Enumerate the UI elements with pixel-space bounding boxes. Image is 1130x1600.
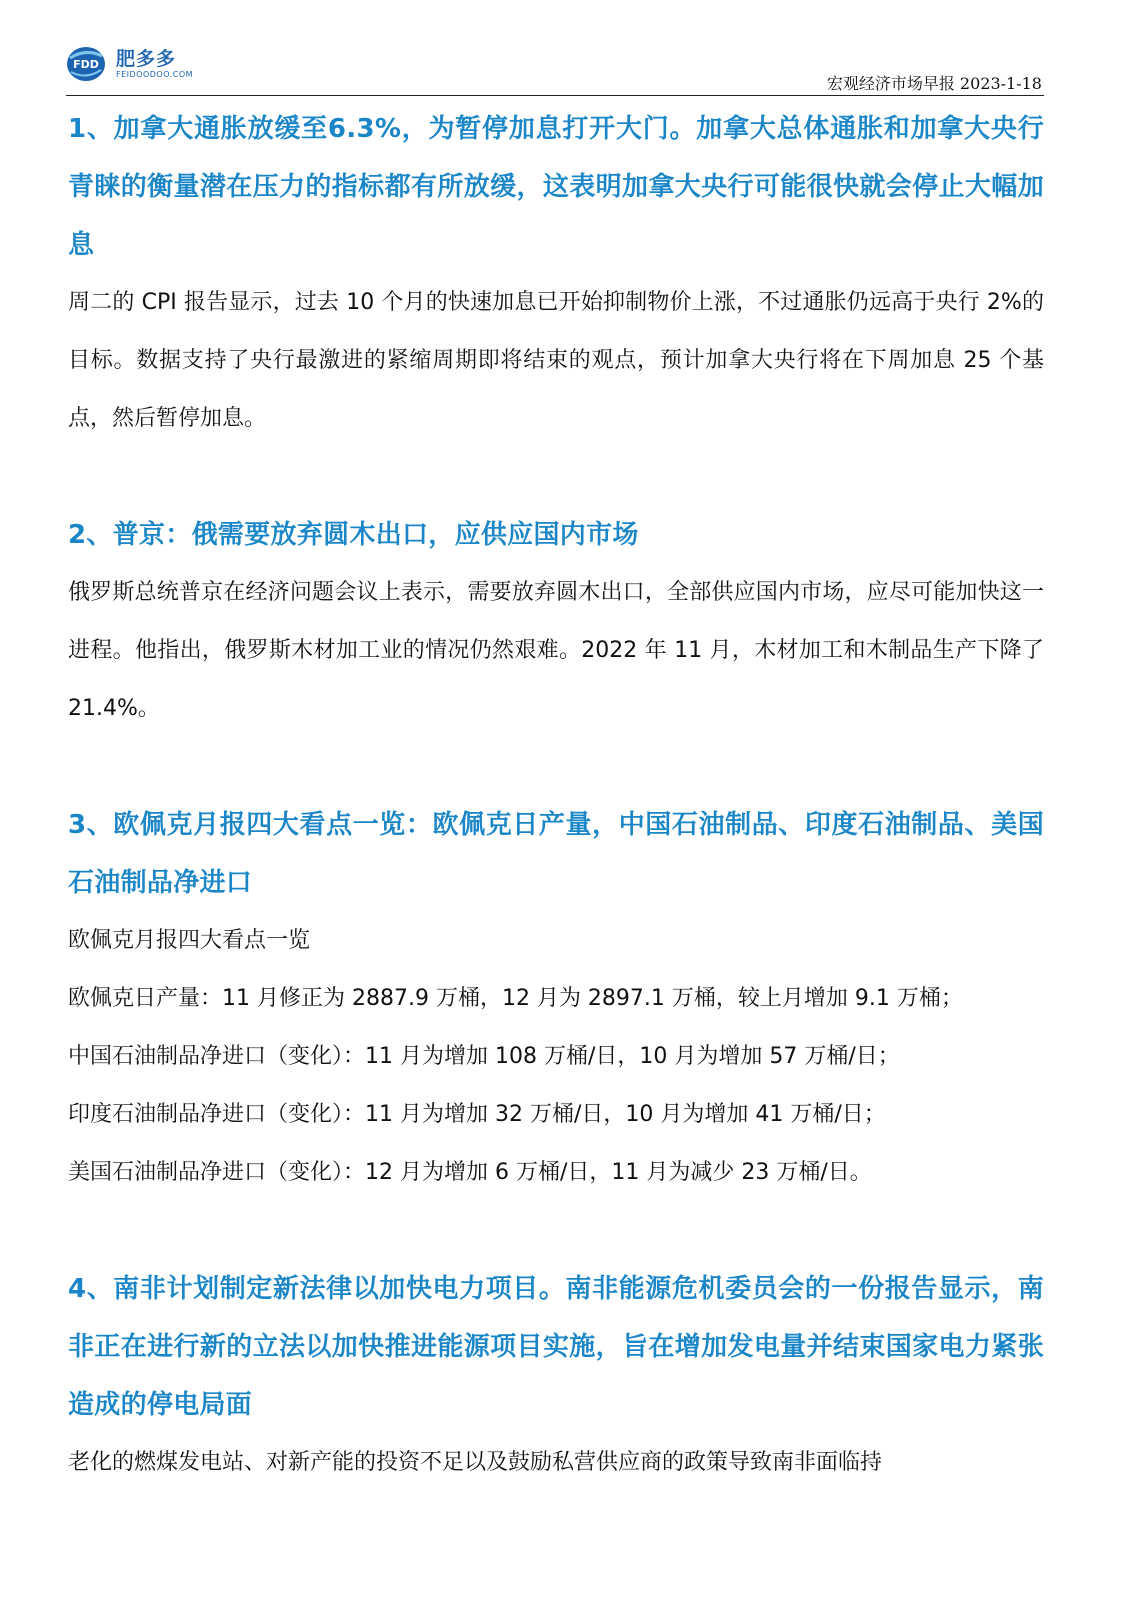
news-heading: 4、南非计划制定新法律以加快电力项目。南非能源危机委员会的一份报告显示，南非正在进行新的立法以加快推进能源项目实施，旨在增加发电量并结束国家电力紧张造成的停电局面 <box>68 1274 1044 1420</box>
section-spacer <box>68 1202 1044 1260</box>
news-heading: 2、普京：俄需要放弃圆木出口，应供应国内市场 <box>68 520 639 550</box>
news-paragraph: 周二的 CPI 报告显示，过去 10 个月的快速加息已开始抑制物价上涨，不过通胀仍远高于央行 2%的目标。数据支持了央行最激进的紧缩周期即将结束的观点，预计加拿大央行将在下周加息 25 个基点，然后暂停加息。 <box>68 290 1044 431</box>
logo-subtitle: FEIDOODOO.COM <box>116 70 194 79</box>
news-paragraph: 老化的燃煤发电站、对新产能的投资不足以及鼓励私营供应商的政策导致南非面临持 <box>68 1450 883 1475</box>
section-spacer <box>68 448 1044 506</box>
news-heading: 3、欧佩克月报四大看点一览：欧佩克日产量，中国石油制品、印度石油制品、美国石油制品净进口 <box>68 810 1044 898</box>
header-divider <box>66 95 1044 96</box>
logo-text: 肥多多 <box>116 48 177 70</box>
logo-badge-text: FDD <box>73 58 99 71</box>
news-paragraph: 欧佩克月报四大看点一览 <box>68 928 311 953</box>
news-paragraph: 印度石油制品净进口（变化）：11 月为增加 32 万桶/日，10 月为增加 41 万桶/日； <box>68 1102 886 1127</box>
news-item-2 <box>68 506 1044 738</box>
document-title: 宏观经济市场早报 2023-1-18 <box>826 74 1042 93</box>
news-paragraph: 美国石油制品净进口（变化）：12 月为增加 6 万桶/日，11 月为减少 23 万桶/日。 <box>68 1160 872 1185</box>
page-header <box>0 0 1130 100</box>
section-spacer <box>68 738 1044 796</box>
news-paragraph: 欧佩克日产量：11 月修正为 2887.9 万桶，12 月为 2897.1 万桶，较上月增加 9.1 万桶； <box>68 986 963 1011</box>
report-content <box>68 100 1044 1492</box>
news-item-1 <box>68 100 1044 448</box>
news-item-3 <box>68 796 1044 1202</box>
news-item-4 <box>68 1260 1044 1492</box>
news-heading: 1、加拿大通胀放缓至6.3%，为暂停加息打开大门。加拿大总体通胀和加拿大央行青睐的衡量潜在压力的指标都有所放缓，这表明加拿大央行可能很快就会停止大幅加息 <box>68 114 1044 260</box>
news-paragraph: 中国石油制品净进口（变化）：11 月为增加 108 万桶/日，10 月为增加 57 万桶/日； <box>68 1044 900 1069</box>
fdd-logo-icon <box>66 44 106 84</box>
company-logo <box>66 40 226 90</box>
news-paragraph: 俄罗斯总统普京在经济问题会议上表示，需要放弃圆木出口，全部供应国内市场，应尽可能加快这一进程。他指出，俄罗斯木材加工业的情况仍然艰难。2022 年 11 月，木材加工和木制品生产下降了 21.4%。 <box>68 580 1044 721</box>
